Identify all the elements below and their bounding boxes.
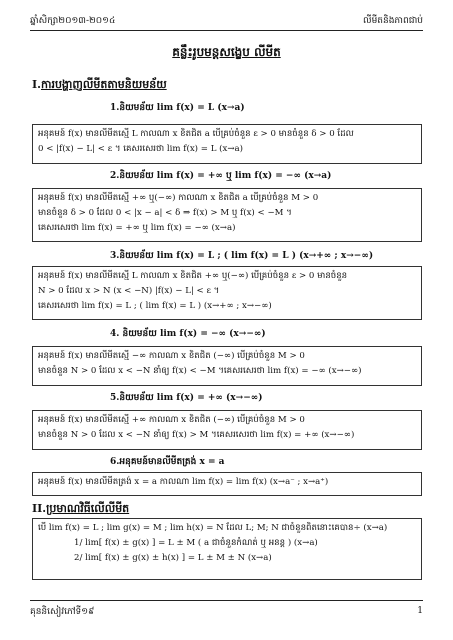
definition-box-6	[32, 472, 422, 496]
definition-heading-3: 3.និយមន័យ lim f(x) = L ; ( lim f(x) = L ) (x→+∞ ; x→−∞)	[110, 251, 374, 261]
header-topic: លីមីតនិងភាពជាប់	[363, 16, 423, 26]
operations-line: 2/ lim[ f(x) ± g(x) ± h(x) ] = L ± M ± N (x→a)	[74, 553, 272, 563]
definition-heading-6: 6.អនុគមន៍មានលីមីតត្រង់ x = a	[110, 457, 225, 467]
operations-line: 1/ lim[ f(x) ± g(x) ] = L ± M ( a ជាចំនួនកំណត់ ឬ អនន្ត ) (x→a)	[74, 538, 318, 548]
definition-heading-2: 2.និយមន័យ lim f(x) = +∞ ឬ lim f(x) = −∞ (x→a)	[110, 171, 332, 181]
definition-line: អនុគមន៍ f(x) មានលីមីតស្មើ +∞ កាលណា x ខិតជិត (−∞) បើគ្រប់ចំនួន M > 0	[38, 415, 305, 425]
definition-line: អនុគមន៍ f(x) មានលីមីតស្មើ L កាលណា x ខិតជិត a បើគ្រប់ចំនួន ε > 0 មានចំនួន δ > 0 ដែល	[38, 129, 354, 139]
definition-heading-5: 5.និយមន័យ lim f(x) = +∞ (x→−∞)	[110, 393, 263, 403]
page-number: 1	[417, 606, 423, 616]
section-heading-1: I.ការបង្ហាញលីមីតតាមនិយមន័យ	[32, 78, 167, 91]
page-footer	[30, 606, 423, 619]
definition-line: មានចំនួន N > 0 ដែល x < −N នាំឲ្យ f(x) < −M ។គេសរសេរថា lim f(x) = −∞ (x→−∞)	[38, 366, 362, 376]
definition-heading-1: 1.និយមន័យ lim f(x) = L (x→a)	[110, 103, 245, 113]
definition-line: មានចំនួន δ > 0 ដែល 0 < |x − a| < δ ⇒ f(x) > M ឬ f(x) < −M ។	[38, 208, 292, 218]
definition-line: 0 < |f(x) − L| < ε ។ គេសរសេរថា lim f(x) = L (x→a)	[38, 144, 244, 154]
definition-line: មានចំនួន N > 0 ដែល x < −N នាំឲ្យ f(x) > M ។គេសរសេរថា lim f(x) = +∞ (x→−∞)	[38, 430, 355, 440]
definition-line: អនុគមន៍ f(x) មានលីមីតស្មើ +∞ ឬ(−∞) កាលណា x ខិតជិត a បើគ្រប់ចំនួន M > 0	[38, 193, 319, 203]
definition-line: N > 0 ដែល x > N (x < −N) |f(x) − L| < ε ។	[38, 286, 220, 296]
operations-box	[32, 518, 422, 580]
definition-line: អនុគមន៍ f(x) មានលីមីតស្មើ L កាលណា x ខិតជិត +∞ ឬ(−∞) បើគ្រប់ចំនួន ε > 0 មានចំនួន	[38, 271, 348, 281]
page-title: គន្លឹះរូបមន្តសង្ខេប លីមីត	[172, 45, 281, 59]
definition-line: អនុគមន៍ f(x) មានលីមីតត្រង់ x = a កាលណា lim f(x) = lim f(x) (x→a⁻ ; x→a⁺)	[38, 477, 329, 487]
definition-box-3	[32, 266, 422, 320]
definition-line: គេសរសេរថា lim f(x) = +∞ ឬ lim f(x) = −∞ (x→a)	[38, 223, 236, 233]
operations-line: បើ lim f(x) = L ; lim g(x) = M ; lim h(x) = N ដែល L; M; N ជាចំនួនពិតនោះគេបាន÷ (x→a)	[38, 523, 388, 533]
footer-author: គុននិសៀវភៅទី១៩	[30, 607, 95, 617]
definition-box-4	[32, 346, 422, 386]
page-header	[30, 14, 423, 28]
header-rule	[30, 30, 423, 31]
definition-box-2	[32, 188, 422, 242]
footer-rule	[30, 600, 423, 601]
definition-heading-4: 4. និយមន័យ lim f(x) = −∞ (x→−∞)	[110, 329, 266, 339]
definition-box-5	[32, 410, 422, 450]
section-heading-2: II.ប្រមាណវិធីលើលីមីត	[32, 502, 130, 515]
definition-line: គេសរសេរថា lim f(x) = L ; ( lim f(x) = L ) (x→+∞ ; x→−∞)	[38, 301, 272, 311]
definition-box-1	[32, 124, 422, 164]
header-school-year: ឆ្នាំសិក្សា២០១៣-២០១៤	[30, 16, 116, 26]
definition-line: អនុគមន៍ f(x) មានលីមីតស្មើ −∞ កាលណា x ខិតជិត (−∞) បើគ្រប់ចំនួន M > 0	[38, 351, 305, 361]
